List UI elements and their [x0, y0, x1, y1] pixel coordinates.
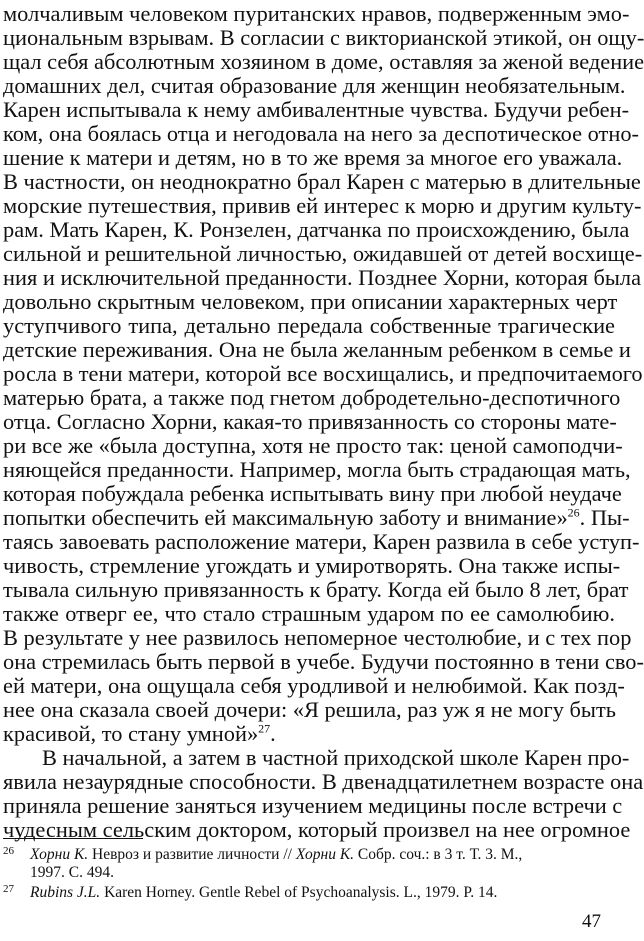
- text-line: сильной и решительной личностью, ожидавшей от детей восхище-: [3, 241, 643, 266]
- text-line: нее она сказала своей дочери: «Я решила, раз уж я не могу быть: [3, 697, 616, 722]
- footnote-number: 27: [3, 883, 14, 895]
- text-segment: .: [270, 721, 276, 746]
- text-line: щал себя абсолютным хозяином в доме, оставляя за женой ведение: [3, 49, 644, 74]
- text-line: молчаливым человеком пуританских нравов, подверженным эмо-: [3, 1, 630, 26]
- text-segment: красивой, то стану умной»: [3, 721, 259, 746]
- footnote-text: [30, 846, 522, 864]
- text-line-with-footnote-ref: [3, 722, 615, 746]
- text-line: уступчивого типа, детально передала собственные трагические: [3, 313, 615, 338]
- text-line: которая побуждала ребенка испытывать вину при любой неудаче: [3, 481, 622, 506]
- footnote-title: Невроз и развитие личности //: [88, 846, 296, 863]
- text-line: довольно скрытным человеком, при описании характерных черт: [3, 289, 618, 314]
- text-line: чудесным сельским доктором, который произвел на нее огромное: [3, 817, 631, 842]
- text-line: В частности, он неоднократно брал Карен с матерью в длительные: [3, 169, 641, 194]
- footnote-source: Karen Horney. Gentle Rebel of Psychoanalysis. L., 1979. P. 14.: [100, 884, 498, 901]
- text-line: ей матери, она ощущала себя уродливой и нелюбимой. Как позд-: [3, 673, 625, 698]
- text-line: ри все же «была доступна, хотя не просто так: ценой самоподчи-: [3, 433, 623, 458]
- page-number: 47: [582, 911, 601, 932]
- text-line: морские путешествия, привив ей интерес к морю и другим культу-: [3, 193, 642, 218]
- text-segment: попытки обеспечить ей максимальную заботу и внимание»: [3, 505, 568, 530]
- text-line: матерью брата, а также под гнетом добродетельно-деспотичного: [3, 385, 621, 410]
- text-line: росла в тени матери, которой все восхищались, и предпочитаемого: [3, 361, 643, 386]
- footnote-source: Собр. соч.: в 3 т. Т. 3. М.,: [353, 846, 523, 863]
- footnote-ref-26: 26: [567, 505, 580, 520]
- text-line: циональным взрывам. В согласии с викторианской этикой, он ощу-: [3, 25, 644, 50]
- text-line: она стремилась быть первой в учебе. Будучи постоянно в тени сво-: [3, 649, 644, 674]
- paragraph-first-line: В начальной, а затем в частной приходской школе Карен про-: [42, 745, 630, 770]
- text-line-with-footnote-ref: [3, 505, 630, 530]
- text-line: шение к матери и детям, но в то же время за многое его уважала.: [3, 145, 623, 170]
- text-line: тывала сильную привязанность к брату. Когда ей было 8 лет, брат: [3, 577, 629, 602]
- footnote-author: Хорни К.: [295, 846, 354, 863]
- text-line: няющейся преданности. Например, могла быть страдающая мать,: [3, 457, 631, 482]
- footnote-26-continuation: 1997. С. 494.: [30, 864, 114, 881]
- text-line: детские переживания. Она не была желанным ребенком в семье и: [3, 337, 631, 362]
- text-line: приняла решение заняться изучением медицины после встречи с: [3, 793, 623, 818]
- text-line: чивость, стремление угождать и умиротворять. Она также испы-: [3, 553, 621, 578]
- footnote-ref-27: 27: [258, 721, 271, 736]
- text-segment: . Пы-: [579, 505, 630, 530]
- text-line: Карен испытывала к нему амбивалентные чувства. Будучи ребен-: [3, 97, 630, 122]
- footnote-number: 26: [3, 845, 14, 857]
- text-line: таясь завоевать расположение матери, Карен развила в себе уступ-: [3, 529, 640, 554]
- footnote-text: [30, 884, 497, 902]
- footnote-author: Хорни К.: [30, 846, 89, 863]
- text-line: В результате у нее развилось непомерное честолюбие, и с тех пор: [3, 625, 632, 650]
- footnote-divider: [3, 838, 143, 839]
- text-line: отца. Согласно Хорни, какая-то привязанность со стороны мате-: [3, 409, 617, 434]
- text-line: также отверг ее, что стало страшным ударом по ее самолюбию.: [3, 601, 615, 626]
- text-line: ком, она боялась отца и негодовала на него за деспотическое отно-: [3, 121, 639, 146]
- text-line: явила незаурядные способности. В двенадцатилетнем возрасте она: [3, 769, 644, 794]
- footnote-author: Rubins J.L.: [30, 884, 101, 901]
- text-line: ния и исключительной преданности. Позднее Хорни, которая была: [3, 265, 642, 290]
- text-line: домашних дел, считая образование для женщин необязательным.: [3, 73, 626, 98]
- text-line: рам. Мать Карен, К. Ронзелен, датчанка по происхождению, была: [3, 217, 630, 242]
